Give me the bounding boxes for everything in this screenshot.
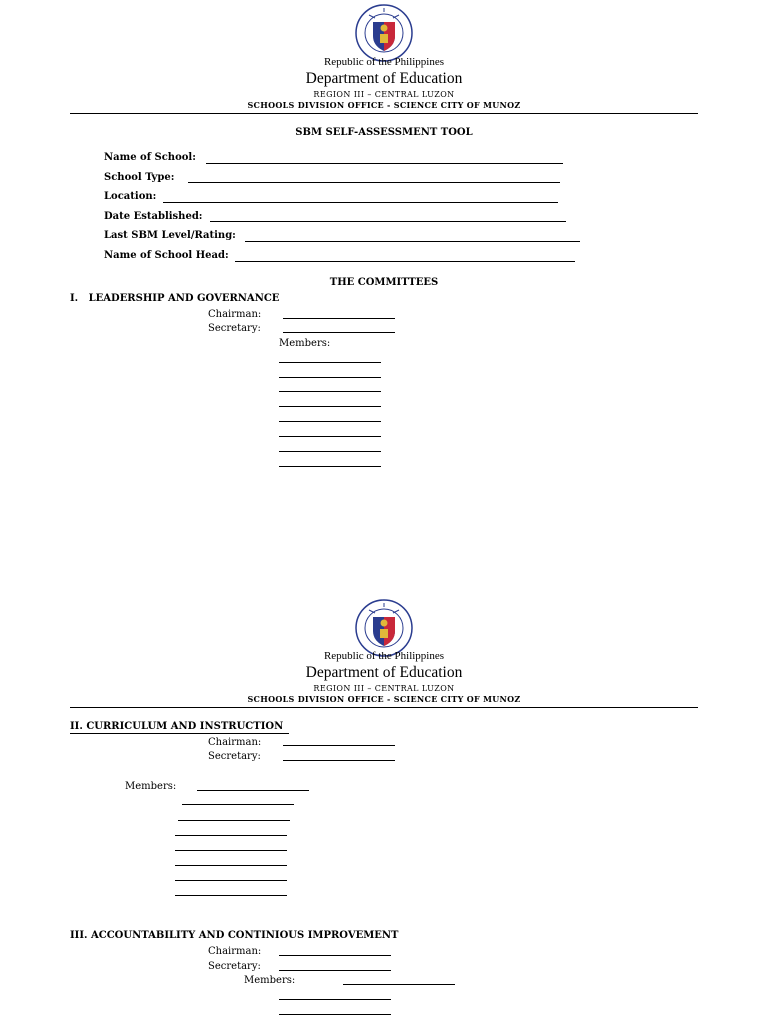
member-line[interactable]: [197, 790, 309, 791]
chairman-label: Chairman:: [208, 946, 262, 957]
member-line[interactable]: [175, 835, 287, 836]
last-sbm-level-line[interactable]: [245, 241, 580, 242]
secretary-label: Secretary:: [208, 323, 261, 334]
field-label-name-of-school: Name of School:: [104, 152, 196, 163]
members-label: Members:: [244, 975, 296, 986]
member-line[interactable]: [279, 362, 381, 363]
field-label-school-type: School Type:: [104, 172, 175, 183]
member-line[interactable]: [279, 1014, 391, 1015]
chairman-line[interactable]: [283, 318, 395, 319]
committees-title: THE COMMITTEES: [329, 277, 439, 288]
location-line[interactable]: [163, 202, 558, 203]
tool-title: SBM SELF-ASSESSMENT TOOL: [295, 127, 473, 138]
member-line[interactable]: [175, 895, 287, 896]
secretary-label: Secretary:: [208, 751, 261, 762]
secretary-label: Secretary:: [208, 961, 261, 972]
field-label-last-sbm-level: Last SBM Level/Rating:: [104, 230, 236, 241]
member-line[interactable]: [279, 406, 381, 407]
member-line[interactable]: [279, 451, 381, 452]
member-line[interactable]: [279, 421, 381, 422]
member-line[interactable]: [279, 436, 381, 437]
member-line[interactable]: [182, 804, 294, 805]
secretary-line[interactable]: [283, 760, 395, 761]
republic-text: Republic of the Philippines: [323, 56, 445, 68]
chairman-line[interactable]: [279, 955, 391, 956]
chairman-label: Chairman:: [208, 309, 262, 320]
school-type-line[interactable]: [188, 182, 560, 183]
division-text: SCHOOLS DIVISION OFFICE - SCIENCE CITY OF MUNOZ: [247, 694, 521, 704]
region-text: REGION III – CENTRAL LUZON: [313, 90, 455, 99]
date-established-line[interactable]: [210, 221, 566, 222]
school-head-line[interactable]: [235, 261, 575, 262]
field-label-location: Location:: [104, 191, 157, 202]
section-heading-accountability: III. ACCOUNTABILITY AND CONTINIOUS IMPROVEMENT: [70, 930, 399, 941]
deped-seal-icon: [355, 599, 413, 657]
region-text: REGION III – CENTRAL LUZON: [313, 684, 455, 693]
chairman-line[interactable]: [283, 745, 395, 746]
header-divider: [70, 707, 698, 708]
member-line[interactable]: [279, 466, 381, 467]
department-title: Department of Education: [305, 70, 463, 87]
division-text: SCHOOLS DIVISION OFFICE - SCIENCE CITY OF MUNOZ: [247, 100, 521, 110]
chairman-label: Chairman:: [208, 737, 262, 748]
name-of-school-line[interactable]: [206, 163, 563, 164]
member-line[interactable]: [279, 999, 391, 1000]
secretary-line[interactable]: [279, 970, 391, 971]
secretary-line[interactable]: [283, 332, 395, 333]
member-line[interactable]: [279, 377, 381, 378]
member-line[interactable]: [175, 865, 287, 866]
section-heading-curriculum: II. CURRICULUM AND INSTRUCTION: [70, 721, 289, 734]
member-line[interactable]: [178, 820, 290, 821]
republic-text: Republic of the Philippines: [323, 650, 445, 662]
member-line[interactable]: [175, 880, 287, 881]
header-divider: [70, 113, 698, 114]
members-label: Members:: [125, 781, 177, 792]
deped-seal-icon: [355, 4, 413, 62]
field-label-date-established: Date Established:: [104, 211, 203, 222]
department-title: Department of Education: [305, 664, 463, 681]
member-line[interactable]: [343, 984, 455, 985]
section-heading-leadership: I. LEADERSHIP AND GOVERNANCE: [70, 293, 280, 304]
field-label-school-head: Name of School Head:: [104, 250, 229, 261]
members-label: Members:: [279, 338, 331, 349]
member-line[interactable]: [279, 391, 381, 392]
member-line[interactable]: [175, 850, 287, 851]
